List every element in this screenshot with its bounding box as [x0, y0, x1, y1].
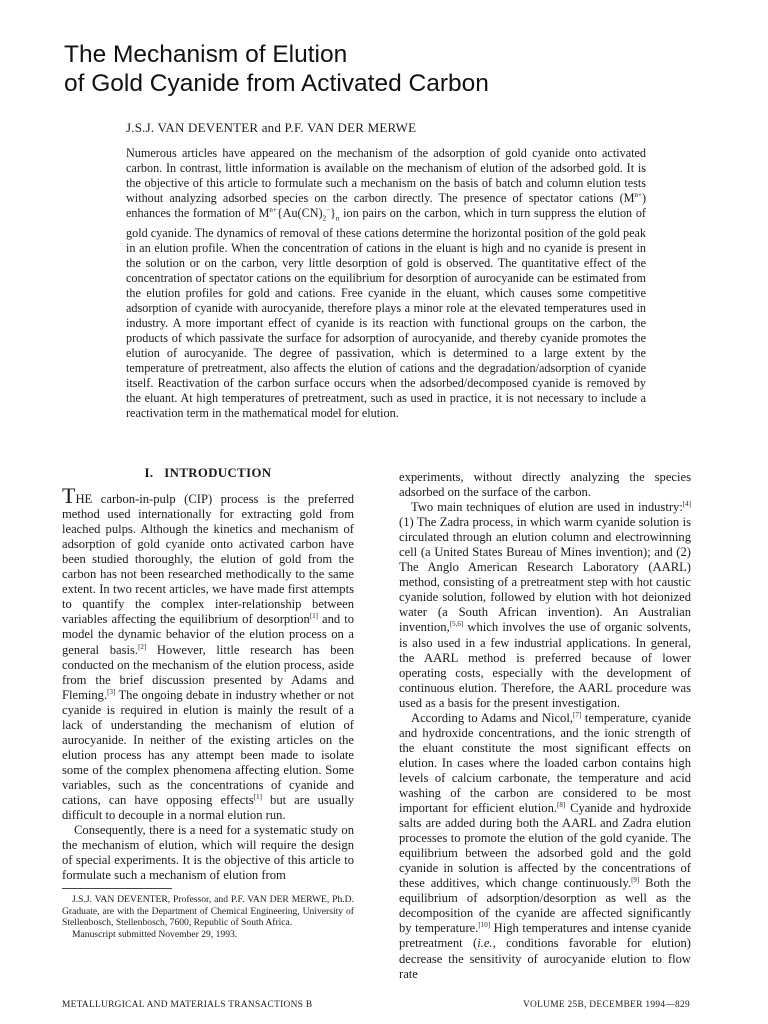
intro-p1-d: The ongoing debate in industry whether or not cyanide is required in elution is mainly the result of a lack of understanding the mechanism of elution of aurocyanide. In neither of the existing articles on the elution process has any attempt been made to isolate some of the complex phenomena affecting elution. Some variables, such as the concentrations of cyanide and cations, can have opposing effects — [62, 687, 354, 807]
citation: [1] — [253, 792, 262, 801]
right-p2-f: , conditions favorable for elution) decrease the sensitivity of aurocyanide elution to flow rate — [399, 936, 691, 981]
author-footnote — [62, 894, 354, 940]
intro-p1-a: HE carbon-in-pulp (CIP) process is the preferred method used internationally for extracting gold from leached pulps. Although the kinetics and mechanism of adsorption of gold cyanide onto activated carbon have been studied thoroughly, the elution of gold from the carbon has not been researched methodically to the same extent. In two recent articles, we have made first attempts to quantify the complex inter-relationship between variables affecting the equilibrium of desorption — [62, 492, 354, 627]
left-column — [62, 466, 354, 883]
footnote-submitted: Manuscript submitted November 29, 1993. — [72, 928, 238, 940]
citation: [9] — [631, 876, 640, 885]
citation: [4] — [682, 499, 691, 508]
citation: [7] — [573, 710, 582, 719]
abstract-text-a: Numerous articles have appeared on the mechanism of the adsorption of gold cyanide onto activated carbon. In contrast, little information is available on the mechanism of elution of the adsorbed gold. It is the objective of this article to formulate such a mechanism on the basis of batch and column elution tests without analyzing adsorbed species on the carbon directly. The presence of spectator cations (M — [126, 146, 646, 205]
abstract — [126, 146, 646, 421]
citation: [3] — [107, 687, 116, 696]
drop-cap: T — [62, 483, 76, 509]
right-p2-b: temperature, cyanide and hydroxide concentrations, and the ionic strength of the eluant constitute the most significant effects on elution. In cases where the loaded carbon contains high levels of calcium carbonate, the temperature and acid washing of the carbon are considered to be most important for efficient elution. — [399, 710, 691, 816]
section-heading — [62, 466, 354, 481]
right-p2-d: Both the equilibrium of adsorption/desorption as well as the decomposition of the cyanide are affected significantly by temperature. — [399, 876, 691, 936]
section-title: INTRODUCTION — [164, 466, 272, 480]
intro-p1-e: but are usually difficult to decouple in a normal elution run. — [62, 792, 354, 823]
right-column — [399, 470, 691, 982]
intro-paragraph-2: Consequently, there is a need for a systematic study on the mechanism of elution, which will require the design of special experiments. It is the objective of this article to formulate such a mechanism of elution from — [62, 823, 354, 883]
abstract-sup-c: − — [326, 205, 331, 214]
abstract-sub-b: n — [335, 214, 340, 223]
section-number: I. — [144, 466, 154, 480]
citation: [2] — [138, 642, 147, 651]
right-p1-b: (1) The Zadra process, in which warm cyanide solution is circulated through an elution column and electrowinning cell (a United States Bureau of Mines invention); and (2) The Anglo American Research Laboratory (AARL) method, consisting of a pretreatment step with hot caustic cyanide solution, followed by elution with hot deionized water (a South African invention). An Australian invention, — [399, 515, 691, 635]
abstract-text-e: ion pairs on the carbon, which in turn suppress the elution of gold cyanide. The dynamics of removal of these cations determine the horizontal position of the gold peak in an elution profile. When the concentration of cations in the eluant is high and no cyanide is present in the solution or on the carbon, very little desorption of gold is observed. The quantitative effect of the concentration of spectator cations on the equilibrium for desorption of aurocyanide can be estimated from the elution profiles for gold and cations. Free cyanide in the eluant, which causes some competitive adsorption of cyanide with aurocyanide, therefore plays a minor role at the elevated temperatures used in industry. A more important effect of cyanide is its reaction with functional groups on the carbon, the products of which passivate the surface for adsorption of aurocyanide, and thereby cyanide promotes the elution of aurocyanide. The degree of passivation, which is determined to a large extent by the temperature of pretreatment, also affects the elution of cations and the degradation/adsorption of cyanide itself. Reactivation of the carbon surface occurs when the adsorbed/decomposed cyanide is removed by the eluant. At high temperatures of pretreatment, such as used in practice, it is not necessary to include a reactivation term in the mathematical model for elution. — [126, 205, 646, 420]
journal-name-footer: METALLURGICAL AND MATERIALS TRANSACTIONS B — [62, 1000, 313, 1010]
title-line-1: The Mechanism of Elution — [64, 41, 348, 68]
footnote-affiliation: J.S.J. VAN DEVENTER, Professor, and P.F. VAN DER MERWE, Ph.D. Graduate, are with the Department of Chemical Engineering, University of Stellenbosch, Stellenbosch, 7600, Republic of South Africa. — [62, 894, 354, 929]
right-p2-c: Cyanide and hydroxide salts are added during both the AARL and Zadra elution processes to promote the elution of the gold cyanide. The equilibrium between the adsorbed gold and the gold cyanide in solution is affected by the concentrations of these additives, which change continuously. — [399, 801, 691, 891]
citation: [10] — [478, 921, 491, 930]
abstract-sup-b: n+ — [269, 205, 277, 214]
paper-title — [64, 40, 724, 98]
author-line: J.S.J. VAN DEVENTER and P.F. VAN DER MERWE — [126, 120, 417, 135]
intro-paragraph-1 — [62, 483, 354, 823]
right-paragraph-2 — [399, 711, 691, 982]
citation: [8] — [557, 800, 566, 809]
right-p1-a: Two main techniques of elution are used in industry: — [411, 500, 683, 515]
right-p2-italic: i.e. — [477, 936, 493, 951]
abstract-text-b: ) enhances the formation of M — [126, 190, 646, 220]
volume-page-footer: VOLUME 25B, DECEMBER 1994—829 — [522, 1000, 690, 1010]
right-paragraph-0: experiments, without directly analyzing the species adsorbed on the surface of the carbon. — [399, 470, 691, 500]
right-paragraph-1 — [399, 500, 691, 711]
footnote-divider — [62, 888, 172, 889]
abstract-text-d: } — [330, 205, 336, 220]
citation: [5,6] — [449, 620, 464, 629]
right-p1-c: which involves the use of organic solvents, is also used in a few industrial applications. In general, the AARL method is preferred because of lower operating costs, especially with the development of continuous elution. Therefore, the AARL procedure was used as a basis for the present investigation. — [399, 620, 691, 710]
intro-p1-b: and to model the dynamic behavior of the elution process on a general basis. — [62, 612, 354, 657]
citation: [1] — [309, 612, 318, 621]
right-p2-a: According to Adams and Nicol, — [411, 710, 573, 725]
title-line-2: of Gold Cyanide from Activated Carbon — [64, 70, 489, 97]
right-p2-e: High temperatures and intense cyanide pretreatment ( — [399, 921, 691, 951]
intro-p1-c: However, little research has been conducted on the mechanism of the elution process, aside from the brief discussion presented by Adams and Fleming. — [62, 642, 354, 702]
abstract-text-c: {Au(CN) — [276, 205, 323, 220]
abstract-sub-a: 2 — [322, 214, 327, 223]
abstract-sup-a: n+ — [634, 190, 642, 199]
